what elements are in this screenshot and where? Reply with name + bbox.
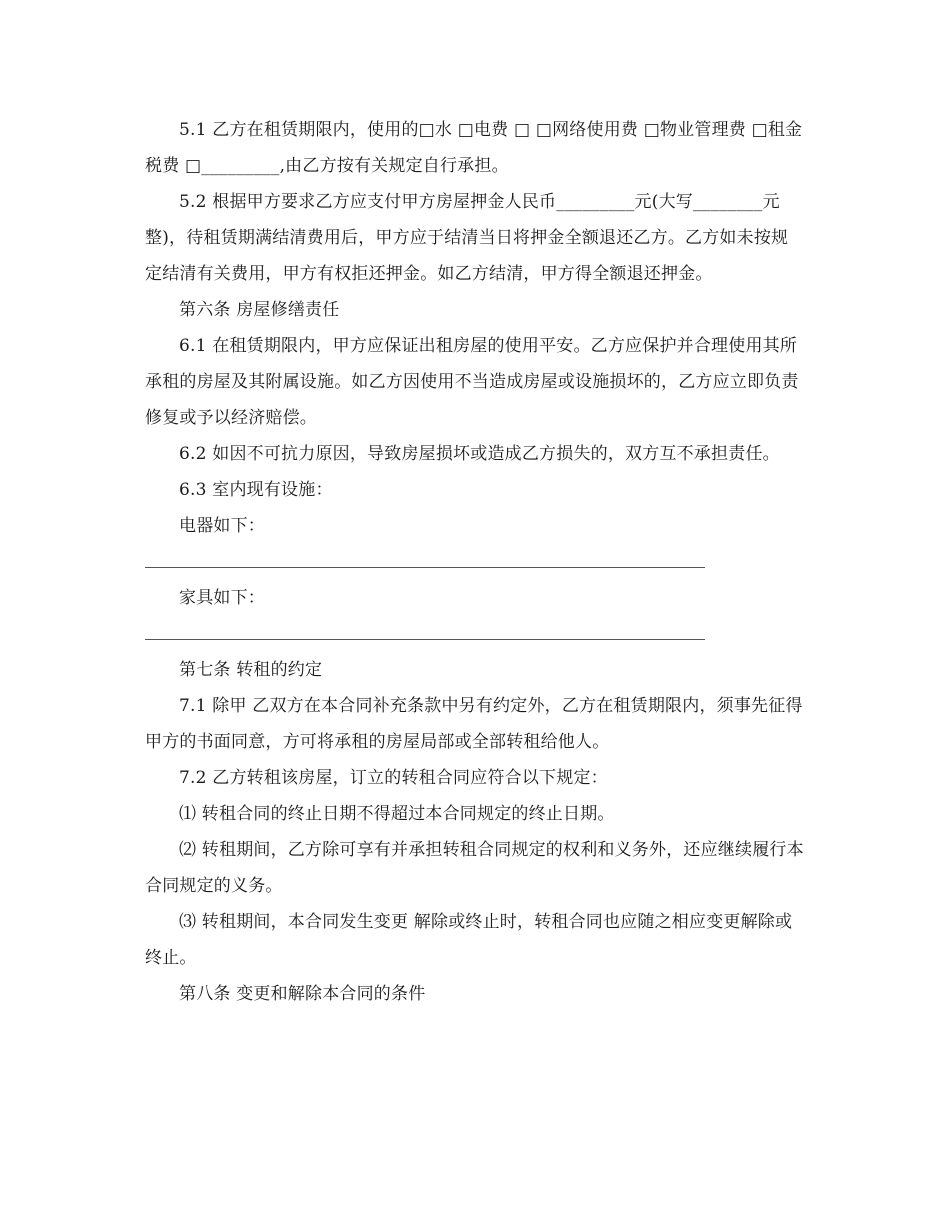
document-body <box>145 112 805 1012</box>
article-8-heading: 第八条 变更和解除本合同的条件 <box>179 984 426 1004</box>
article-6-heading: 第六条 房屋修缮责任 <box>179 300 340 320</box>
clause-6-1: 6.1 在租赁期限内，甲方应保证出租房屋的使用平安。乙方应保护并合理使用其所承租的房屋及其附属设施。如乙方因使用不当造成房屋或设施损坏的，乙方应立即负责修复或予以经济赔偿。 <box>145 336 799 428</box>
clause-7-2-item-2: ⑵ 转租期间，乙方除可享有并承担转租合同规定的权利和义务外，还应继续履行本合同规定的义务。 <box>145 840 804 896</box>
furniture-blank-line <box>145 616 805 652</box>
clause-6-2: 6.2 如因不可抗力原因，导致房屋损坏或造成乙方损失的，双方互不承担责任。 <box>179 444 780 464</box>
clause-7-2-item-1: ⑴ 转租合同的终止日期不得超过本合同规定的终止日期。 <box>179 804 615 824</box>
clause-7-1: 7.1 除甲 乙双方在本合同补充条款中另有约定外，乙方在租赁期限内，须事先征得甲方的书面同意，方可将承租的房屋局部或全部转租给他人。 <box>145 696 803 752</box>
clause-6-3: 6.3 室内现有设施： <box>179 480 333 500</box>
article-7-heading: 第七条 转租的约定 <box>179 660 323 680</box>
clause-5-2: 5.2 根据甲方要求乙方应支付甲方房屋押金人民币_________元(大写________元整)，待租赁期满结清费用后，甲方应于结清当日将押金全额退还乙方。乙方如未按规定结清有关费用，甲方有权拒还押金。如乙方结清，甲方得全额退还押金。 <box>145 192 789 284</box>
clause-7-2-item-3: ⑶ 转租期间，本合同发生变更 解除或终止时，转租合同也应随之相应变更解除或终止。 <box>145 912 793 968</box>
appliances-blank-line <box>145 544 805 580</box>
furniture-label: 家具如下： <box>179 588 265 608</box>
clause-7-2: 7.2 乙方转租该房屋，订立的转租合同应符合以下规定： <box>179 768 608 788</box>
clause-5-1: 5.1 乙方在租赁期限内，使用的□水 □电费 □ □网络使用费 □物业管理费 □租金税费 □_________,由乙方按有关规定自行承担。 <box>145 120 803 176</box>
appliances-label: 电器如下： <box>179 516 265 536</box>
